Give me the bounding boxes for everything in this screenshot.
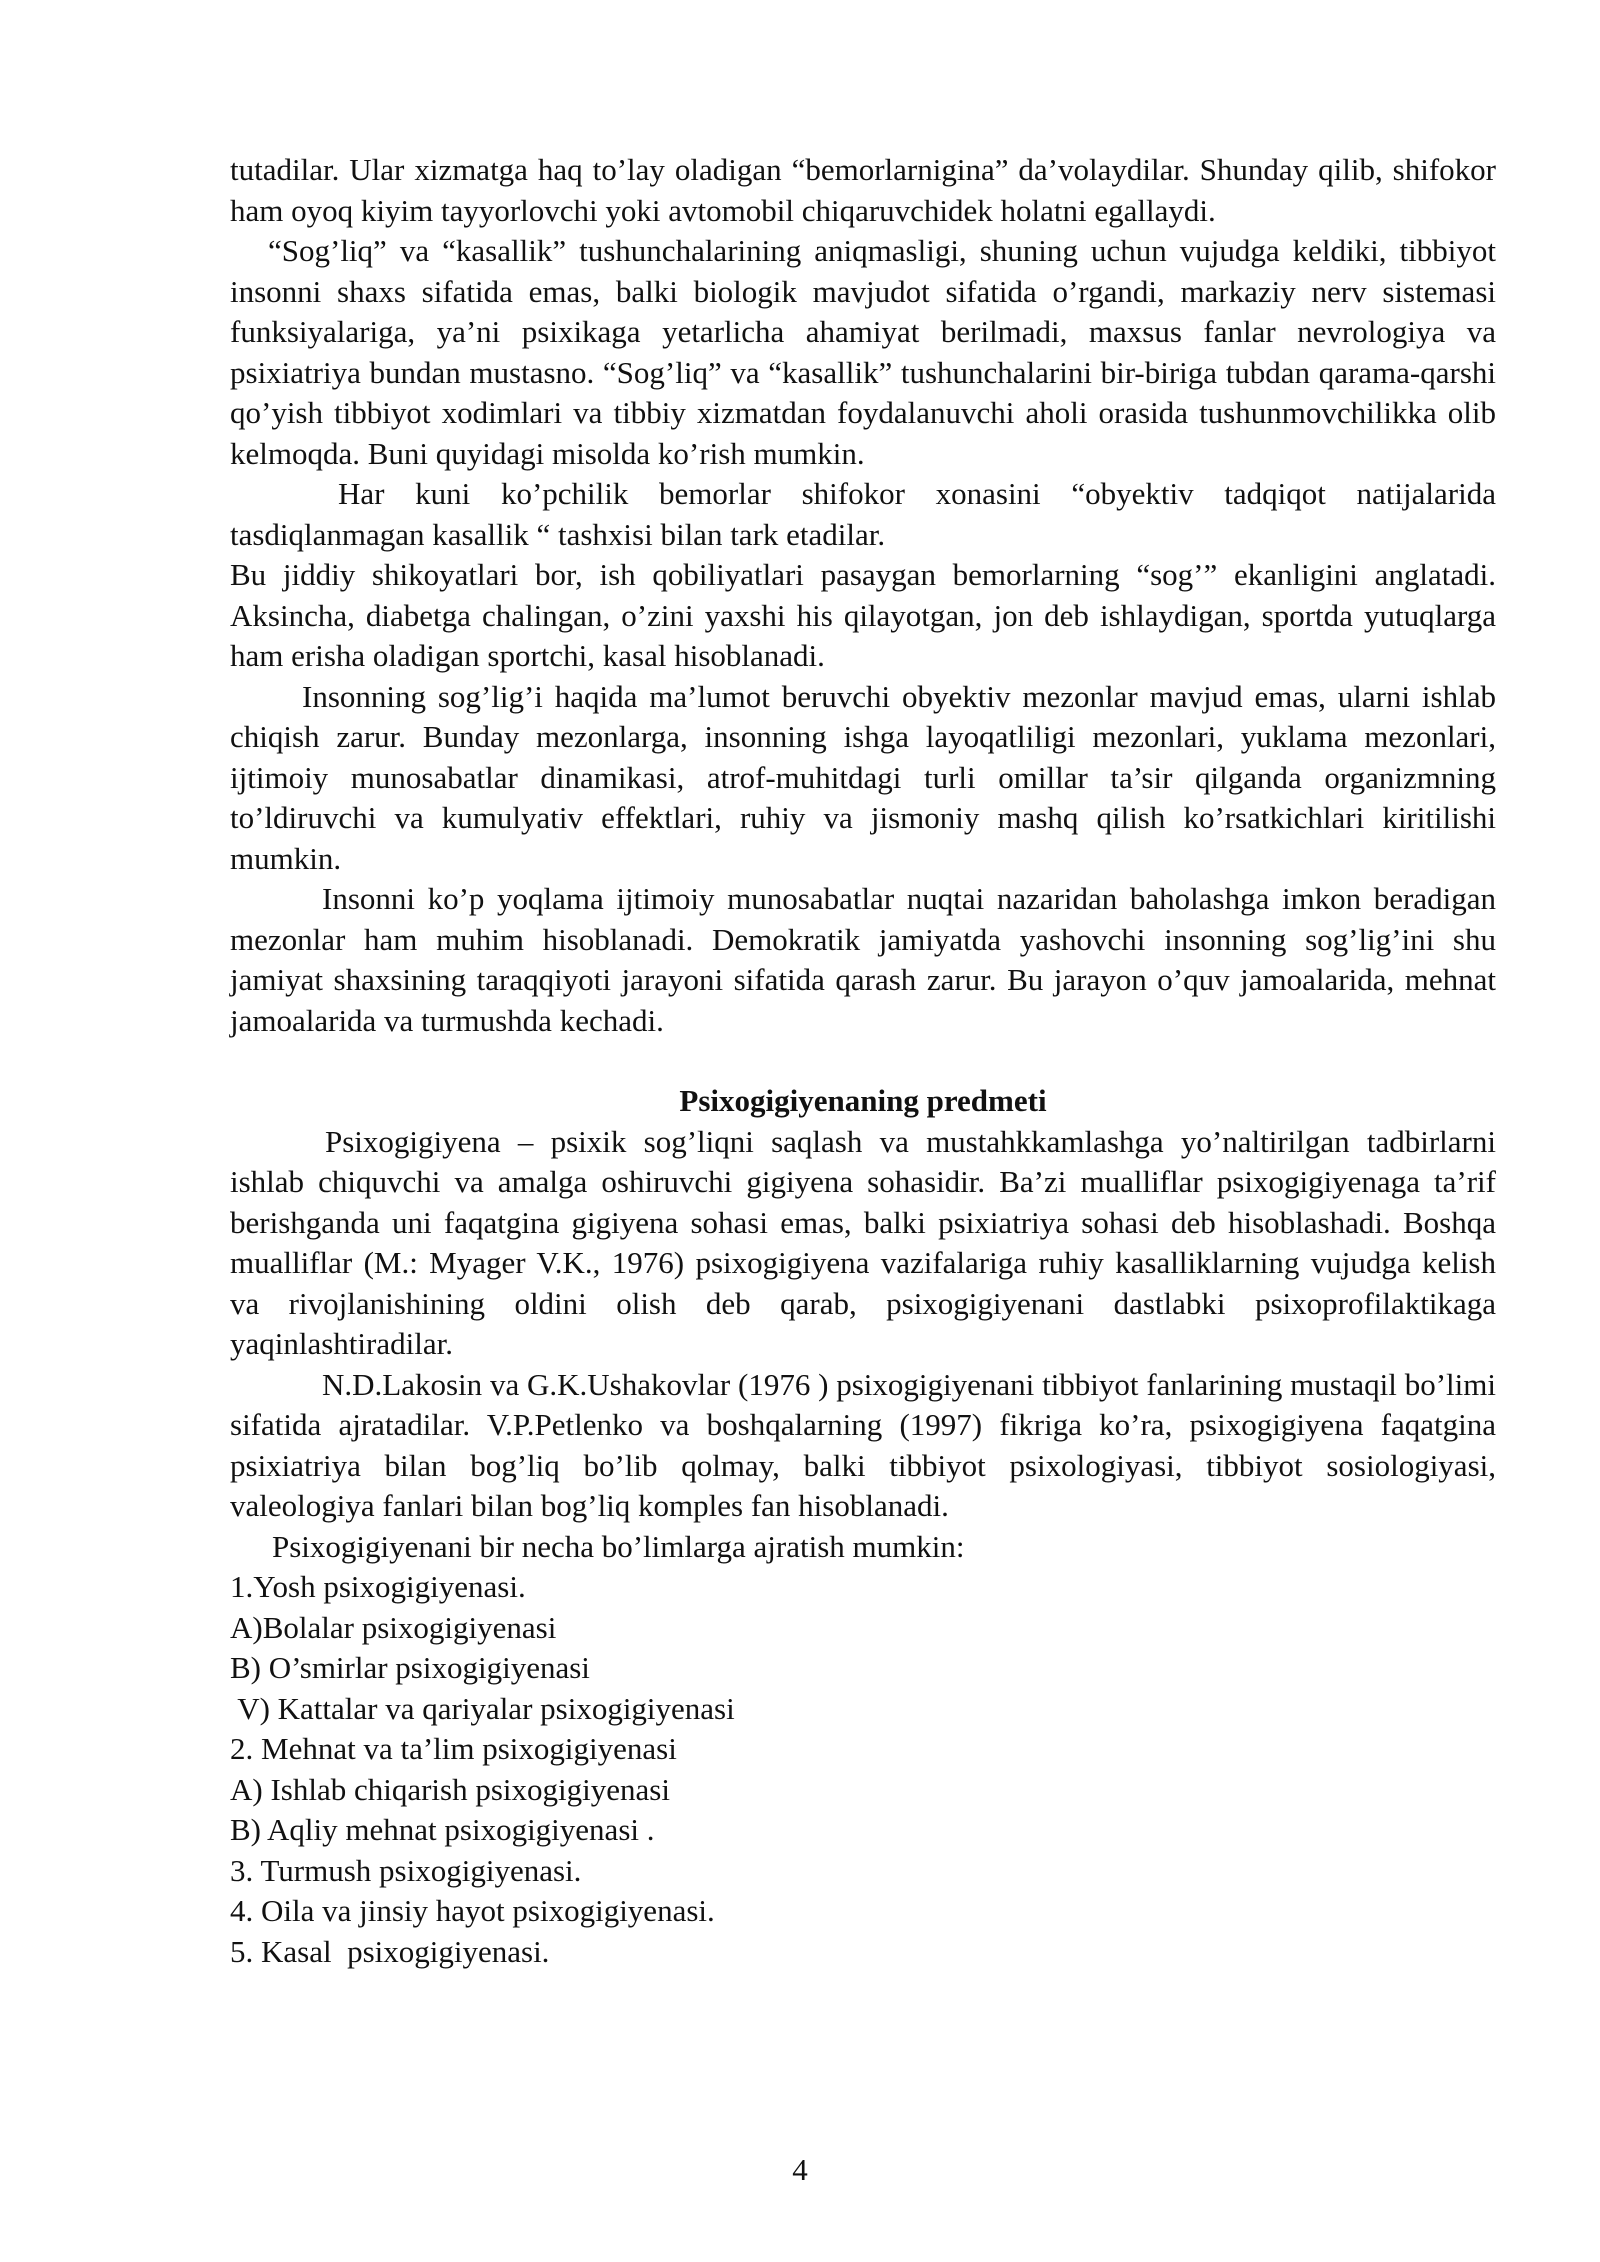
body-paragraph: Psixogigiyenani bir necha bo’limlarga ajratish mumkin:	[272, 1528, 965, 1564]
list-item: 1.Yosh psixogigiyenasi.	[230, 1569, 526, 1604]
body-paragraph: Har kuni ko’pchilik bemorlar shifokor xonasini “obyektiv tadqiqot natijalarida tasdiqlanmagan kasallik “ tashxisi bilan tark etadilar.	[230, 476, 1496, 552]
section-list	[230, 1567, 1496, 1972]
list-item: 4. Oila va jinsiy hayot psixogigiyenasi.	[230, 1893, 715, 1928]
body-paragraph: “Sog’liq” va “kasallik” tushunchalarining aniqmasligi, shuning uchun vujudga keldiki, tibbiyot insonni shaxs sifatida emas, balki biologik mavjudot sifatida o’rgandi, markaziy nerv sistemasi funksiyalariga, ya’ni psixikaga yetarlicha ahamiyat berilmadi, maxsus fanlar nevrologiya va psixiatriya bundan mustasno. “Sog’liq” va “kasallik” tushunchalarini bir-biriga tubdan qarama-qarshi qo’yish tibbiyot xodimlari va tibbiy xizmatdan foydalanuvchi aholi orasida tushunmovchilikka olib kelmoqda. Buni quyidagi misolda ko’rish mumkin.	[230, 233, 1496, 471]
body-paragraph: Insonni ko’p yoqlama ijtimoiy munosabatlar nuqtai nazaridan baholashga imkon beradigan mezonlar ham muhim hisoblanadi. Demokratik jamiyatda yashovchi insonning sog’lig’ini shu jamiyat shaxsining taraqqiyoti jarayoni sifatida qarash zarur. Bu jarayon o’quv jamoalarida, mehnat jamoalarida va turmushda kechadi.	[230, 881, 1496, 1038]
list-item: 5. Kasal psixogigiyenasi.	[230, 1933, 550, 1969]
body-paragraph: N.D.Lakosin va G.K.Ushakovlar (1976 ) psixogigiyenani tibbiyot fanlarining mustaqil bo’limi sifatida ajratadilar. V.P.Petlenko va boshqalarning (1997) fikriga ko’ra, psixogigiyena faqatgina psixiatriya bilan bog’liq bo’lib qolmay, balki tibbiyot psixologiyasi, tibbiyot sosiologiyasi, valeologiya fanlari bilan bog’liq komples fan hisoblanadi.	[230, 1366, 1496, 1523]
body-paragraph: Insonning sog’lig’i haqida ma’lumot beruvchi obyektiv mezonlar mavjud emas, ularni ishlab chiqish zarur. Bunday mezonlarga, insonning ishga layoqatliligi mezonlari, yuklama mezonlari, ijtimoiy munosabatlar dinamikasi, atrof-muhitdagi turli omillar ta’sir qilganda organizmning to’ldiruvchi va kumulyativ effektlari, ruhiy va jismoniy mashq qilish ko’rsatkichlari kiritilishi mumkin.	[230, 678, 1496, 876]
list-item: A) Ishlab chiqarish psixogigiyenasi	[230, 1771, 670, 1807]
list-item: V) Kattalar va qariyalar psixogigiyenasi	[230, 1690, 735, 1726]
body-paragraph: tutadilar. Ular xizmatga haq to’lay oladigan “bemorlarnigina” da’volaydilar. Shunday qilib, shifokor ham oyoq kiyim tayyorlovchi yoki avtomobil chiqaruvchidek holatni egallaydi.	[230, 152, 1496, 228]
list-item: 2. Mehnat va ta’lim psixogigiyenasi	[230, 1731, 677, 1766]
body-paragraph: Bu jiddiy shikoyatlari bor, ish qobiliyatlari pasaygan bemorlarning “sog’” ekanligini anglatadi. Aksincha, diabetga chalingan, o’zini yaxshi his qilayotgan, jon deb ishlaydigan, sportda yutuqlarga ham erisha oladigan sportchi, kasal hisoblanadi.	[230, 557, 1496, 673]
list-item: 3. Turmush psixogigiyenasi.	[230, 1852, 582, 1888]
list-item: B) O’smirlar psixogigiyenasi	[230, 1650, 590, 1685]
document-page	[230, 150, 1496, 1972]
page-number: 4	[792, 2152, 808, 2187]
list-item: B) Aqliy mehnat psixogigiyenasi .	[230, 1812, 655, 1847]
body-paragraph: Psixogigiyena – psixik sog’liqni saqlash va mustahkkamlashga yo’naltirilgan tadbirlarni ishlab chiquvchi va amalga oshiruvchi gigiyena sohasidir. Ba’zi mualliflar psixogigiyenaga ta’rif berishganda uni faqatgina gigiyena sohasi emas, balki psixiatriya sohasi deb hisoblashadi. Boshqa mualliflar (M.: Myager V.K., 1976) psixogigiyena vazifalariga ruhiy kasalliklarning vujudga kelish va rivojlanishining oldini olish deb qarab, psixogigiyenani dastlabki psixoprofilaktikaga yaqinlashtiradilar.	[230, 1123, 1496, 1361]
list-item: A)Bolalar psixogigiyenasi	[230, 1609, 557, 1645]
section-heading: Psixogigiyenaning predmeti	[679, 1083, 1047, 1118]
